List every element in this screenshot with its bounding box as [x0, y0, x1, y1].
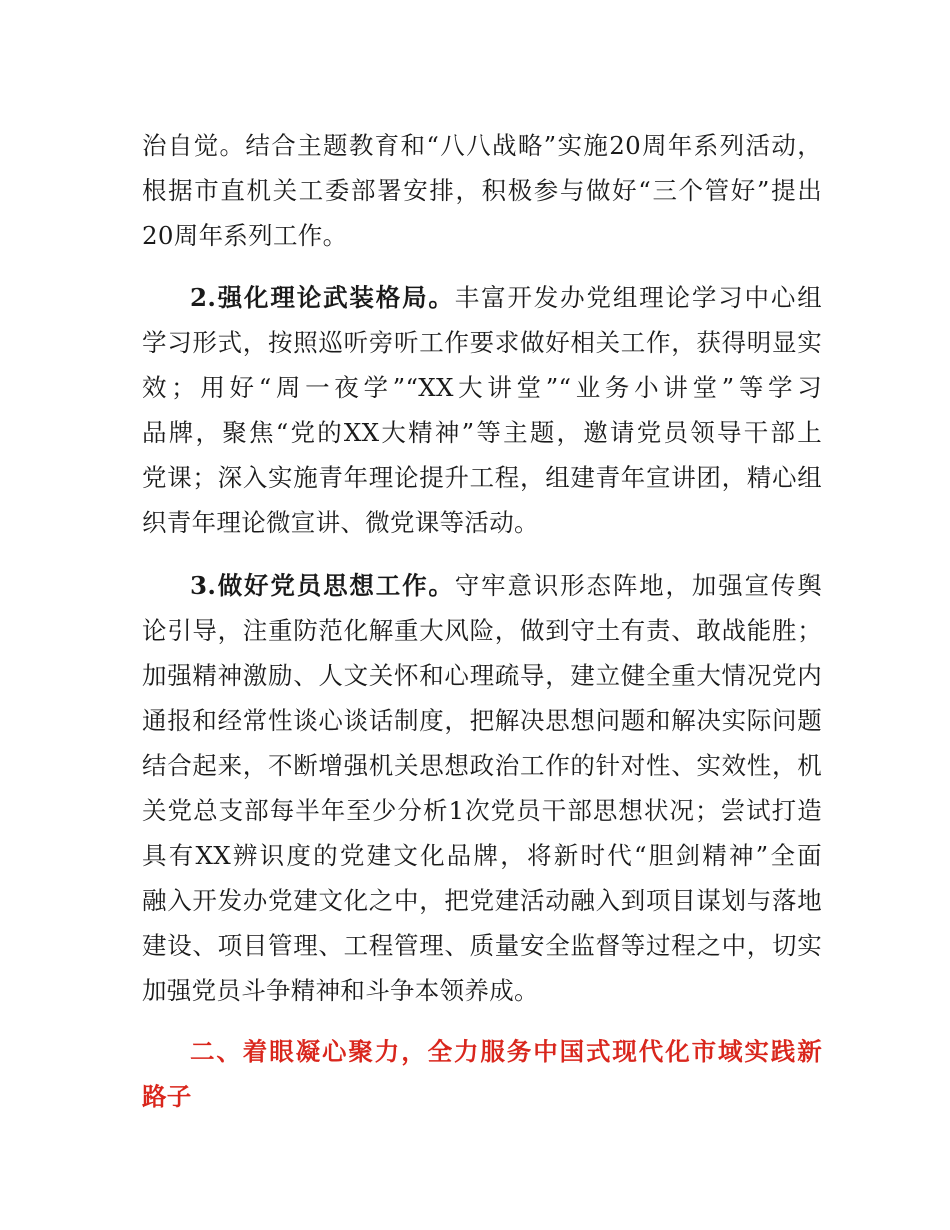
- paragraph-line: 加强党员斗争精神和斗争本领养成。: [142, 976, 539, 1005]
- paragraph-line: 具有XX辨识度的党建文化品牌，将新时代“胆剑精神”全面: [142, 841, 822, 870]
- paragraph-line: 20周年系列工作。: [142, 221, 348, 250]
- paragraph-line: 结合起来，不断增强机关思想政治工作的针对性、实效性，机: [142, 751, 822, 780]
- paragraph-text: 丰富开发办党组理论学习中心组: [454, 283, 822, 312]
- section-lead-heading: 3.做好党员思想工作。: [190, 571, 455, 600]
- paragraph-line: 学习形式，按照巡听旁听工作要求做好相关工作，获得明显实: [142, 328, 822, 357]
- paragraph-text: 守牢意识形态阵地，加强宣传舆: [454, 571, 822, 600]
- section-lead-heading: 2.强化理论武装格局。: [190, 283, 455, 312]
- section-heading-continued: 路子: [142, 1082, 192, 1111]
- paragraph-line: 品牌，聚焦“党的XX大精神”等主题，邀请党员领导干部上: [142, 418, 822, 447]
- paragraph-line: 加强精神激励、人文关怀和心理疏导，建立健全重大情况党内: [142, 661, 822, 690]
- paragraph-line: 建设、项目管理、工程管理、质量安全监督等过程之中，切实: [142, 931, 822, 960]
- paragraph-line: 治自觉。结合主题教育和“八八战略”实施20周年系列活动，: [142, 131, 822, 160]
- paragraph-line: 融入开发办党建文化之中，把党建活动融入到项目谋划与落地: [142, 886, 822, 915]
- paragraph-line: 关党总支部每半年至少分析1次党员干部思想状况；尝试打造: [142, 796, 822, 825]
- paragraph-line: 党课；深入实施青年理论提升工程，组建青年宣讲团，精心组: [142, 463, 822, 492]
- paragraph-line: 根据市直机关工委部署安排，积极参与做好“三个管好”提出: [142, 176, 822, 205]
- paragraph-line: 织青年理论微宣讲、微党课等活动。: [142, 508, 539, 537]
- paragraph-first-line: [142, 280, 822, 316]
- paragraph-line: 论引导，注重防范化解重大风险，做到守土有责、敢战能胜；: [142, 616, 822, 645]
- paragraph-first-line: [142, 568, 822, 604]
- paragraph-line: 通报和经常性谈心谈话制度，把解决思想问题和解决实际问题: [142, 706, 822, 735]
- paragraph-line: 效；用好“周一夜学”“XX大讲堂”“业务小讲堂”等学习: [142, 373, 822, 402]
- section-heading: 二、着眼凝心聚力，全力服务中国式现代化市域实践新: [190, 1037, 822, 1066]
